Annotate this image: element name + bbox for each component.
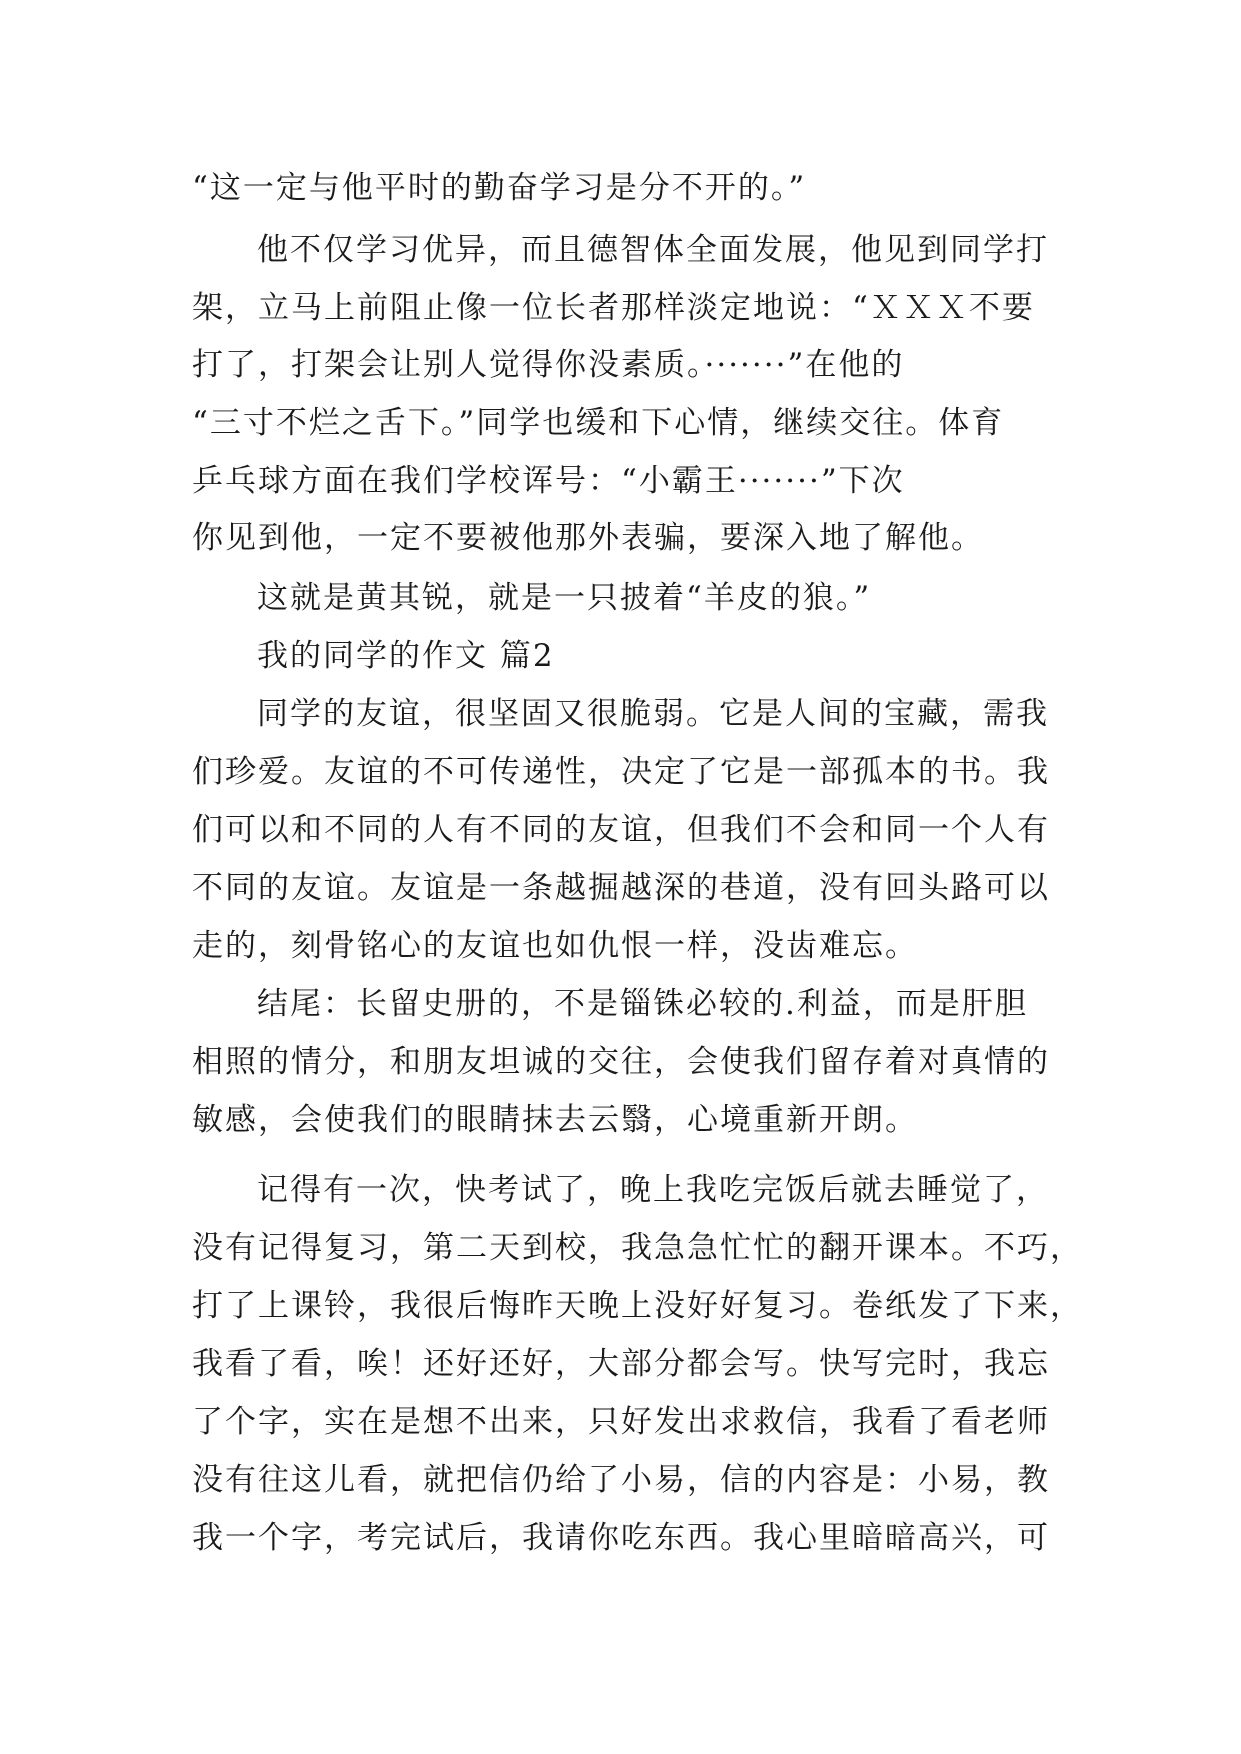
paragraph-first-line: 同学的友谊，很坚固又很脆弱。它是人间的宝藏，需我 xyxy=(257,696,1049,732)
section-heading: 我的同学的作文 篇2 xyxy=(257,638,555,674)
text-line: 乒乓球方面在我们学校诨号：“小霸王·······”下次 xyxy=(192,463,905,499)
text-line: 们珍爱。友谊的不可传递性，决定了它是一部孤本的书。我 xyxy=(192,754,1050,790)
text-line: “三寸不烂之舌下。”同学也缓和下心情，继续交往。体育 xyxy=(192,405,1005,441)
text-line: 没有记得复习，第二天到校，我急急忙忙的翻开课本。不巧， xyxy=(192,1230,1083,1266)
text-line: 我看了看，唉！还好还好，大部分都会写。快写完时，我忘 xyxy=(192,1346,1050,1382)
text-line: 走的，刻骨铭心的友谊也如仇恨一样，没齿难忘。 xyxy=(192,928,918,964)
text-line: 打了，打架会让别人觉得你没素质。·······”在他的 xyxy=(192,347,905,383)
text-line: 你见到他，一定不要被他那外表骗，要深入地了解他。 xyxy=(192,520,984,556)
text-line: 了个字，实在是想不出来，只好发出求救信，我看了看老师 xyxy=(192,1404,1050,1440)
paragraph-first-line: 这就是黄其锐，就是一只披着“羊皮的狼。” xyxy=(257,580,872,616)
text-line: 们可以和不同的人有不同的友谊，但我们不会和同一个人有 xyxy=(192,812,1050,848)
text-line: 没有往这儿看，就把信仍给了小易，信的内容是：小易，教 xyxy=(192,1462,1050,1498)
text-line: 打了上课铃，我很后悔昨天晚上没好好复习。卷纸发了下来， xyxy=(192,1288,1083,1324)
text-line: “这一定与他平时的勤奋学习是分不开的。” xyxy=(192,170,807,206)
paragraph-first-line: 结尾：长留史册的，不是锱铢必较的.利益，而是肝胆 xyxy=(257,986,1028,1022)
paragraph-first-line: 他不仅学习优异，而且德智体全面发展，他见到同学打 xyxy=(257,232,1049,268)
paragraph-first-line: 记得有一次，快考试了，晚上我吃完饭后就去睡觉了， xyxy=(257,1172,1049,1208)
text-line: 相照的情分，和朋友坦诚的交往，会使我们留存着对真情的 xyxy=(192,1044,1050,1080)
text-line: 架，立马上前阻止像一位长者那样淡定地说：“ＸＸＸ不要 xyxy=(192,290,1035,326)
text-line: 不同的友谊。友谊是一条越掘越深的巷道，没有回头路可以 xyxy=(192,870,1050,906)
text-line: 敏感，会使我们的眼睛抹去云翳，心境重新开朗。 xyxy=(192,1102,918,1138)
text-line: 我一个字，考完试后，我请你吃东西。我心里暗暗高兴，可 xyxy=(192,1520,1050,1556)
